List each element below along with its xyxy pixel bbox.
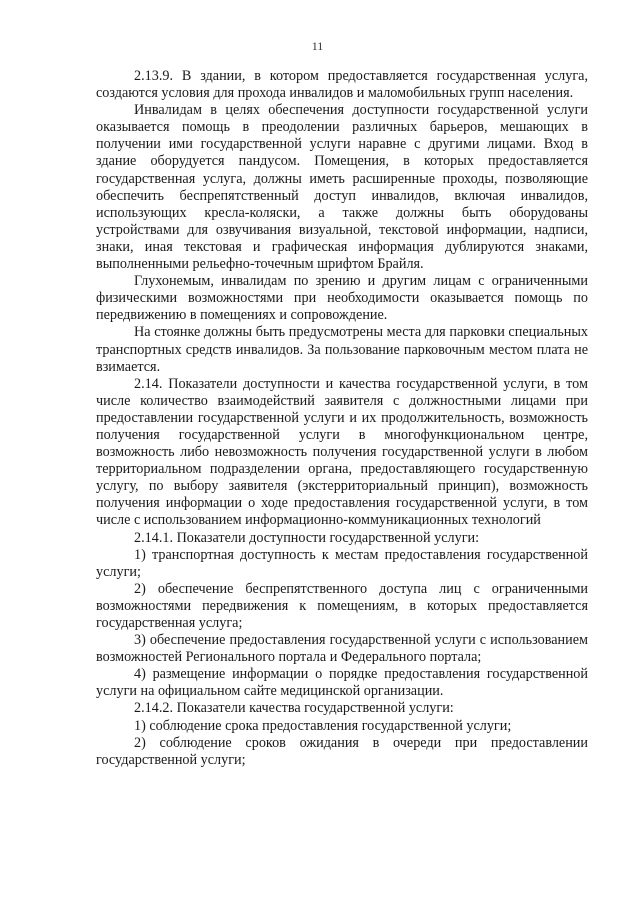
paragraph-2-13-9: 2.13.9. В здании, в котором предоставляется государственная услуга, создаются условия для прохода инвалидов и маломобильных групп населения. — [96, 68, 588, 102]
list-item-quality-1: 1) соблюдение срока предоставления государственной услуги; — [134, 717, 512, 734]
paragraph-parking: На стоянке должны быть предусмотрены места для парковки специальных транспортных средств инвалидов. За пользование парковочным местом плата не взимается. — [96, 324, 588, 375]
paragraph-accessibility-assistance: Инвалидам в целях обеспечения доступности государственной услуги оказывается помощь в преодолении различных барьеров, мешающих в получении ими государственной услуги наравне с другими лицами. Вход в здание оборудуется пандусом. Помещения, в которых предоставляется государственная услуга, должны иметь расширенные проходы, позволяющие обеспечить беспрепятственный доступ инвалидов, включая инвалидов, использующих кресла-коляски, а также должны быть оборудованы устройствами для озвучивания визуальной, текстовой информации, надписи, знаки, иная текстовая и графическая информация дублируются знаками, выполненными рельефно-точечным шрифтом Брайля. — [96, 102, 588, 273]
page-number: 11 — [311, 39, 324, 53]
list-item-accessibility-3: 3) обеспечение предоставления государственной услуги с использованием возможностей Регионального портала и Федерального портала; — [96, 632, 588, 666]
list-item-quality-2: 2) соблюдение сроков ожидания в очереди при предоставлении государственной услуги; — [96, 734, 588, 768]
paragraph-2-14: 2.14. Показатели доступности и качества государственной услуги, в том числе количество взаимодействий заявителя с должностными лицами при предоставлении государственной услуги и их продолжительность, возможность получения государственной услуги в многофункциональном центре, возможность либо невозможность получения государственной услуги в любом территориальном подразделении органа, предоставляющего государственную услугу, по выбору заявителя (экстерриториальный принцип), возможность получения информации о ходе предоставления государственной услуги, в том числе с использованием информационно-коммуникационных технологий — [96, 375, 588, 529]
paragraph-deaf-blind-assistance: Глухонемым, инвалидам по зрению и другим лицам с ограниченными физическими возможностями при необходимости оказывается помощь по передвижению в помещениях и сопровождение. — [96, 273, 588, 324]
paragraph-2-14-1: 2.14.1. Показатели доступности государственной услуги: — [134, 529, 480, 546]
list-item-accessibility-4: 4) размещение информации о порядке предоставления государственной услуги на официальном сайте медицинской организации. — [96, 666, 588, 700]
list-item-accessibility-2: 2) обеспечение беспрепятственного доступа лиц с ограниченными возможностями передвижения к помещениям, в которых предоставляется государственная услуга; — [96, 580, 588, 631]
page-body — [96, 68, 588, 769]
list-item-accessibility-1: 1) транспортная доступность к местам предоставления государственной услуги; — [96, 546, 588, 580]
paragraph-2-14-2: 2.14.2. Показатели качества государственной услуги: — [134, 700, 454, 717]
